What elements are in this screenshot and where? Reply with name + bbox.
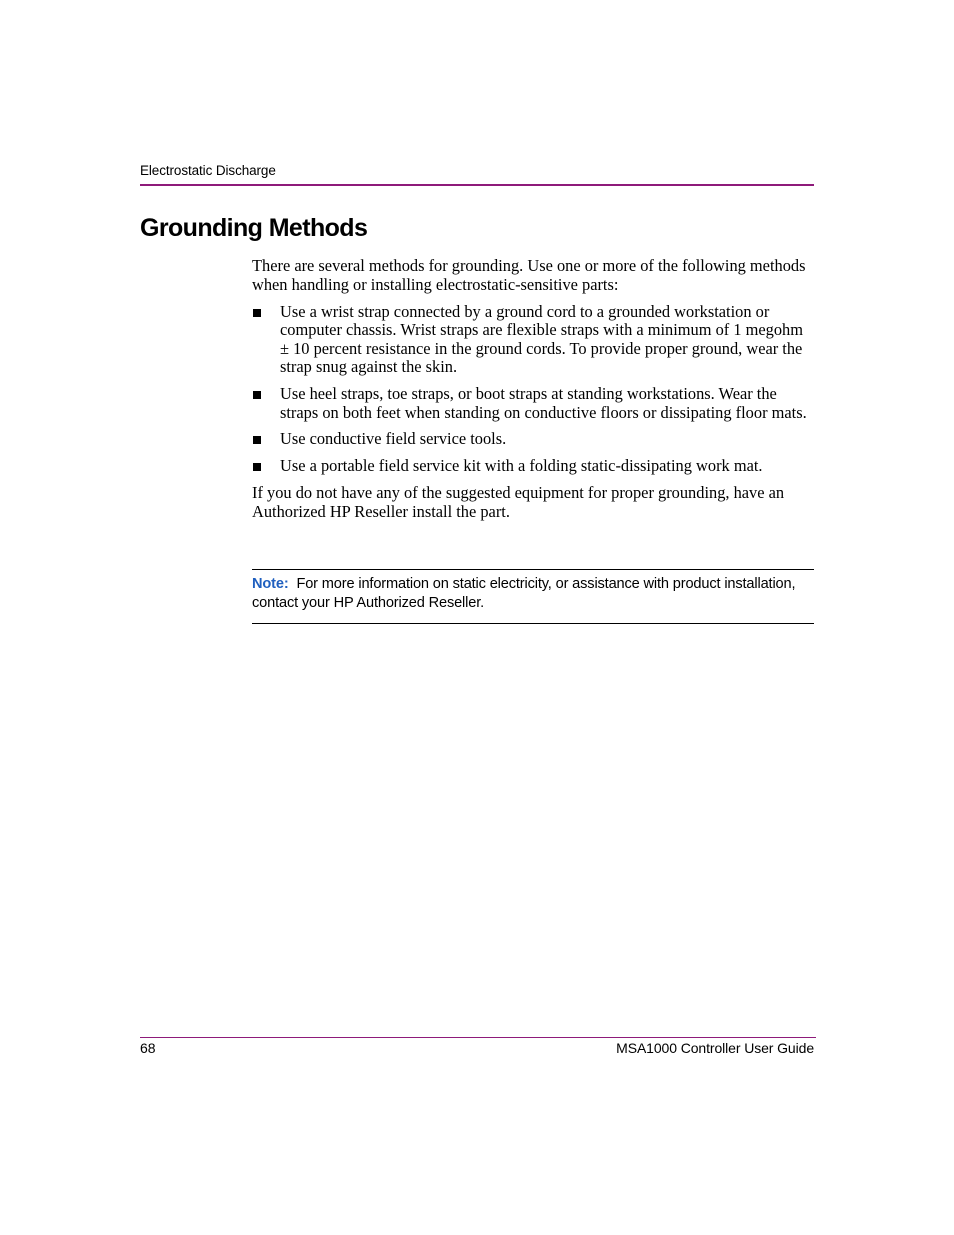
footer-document-title: MSA1000 Controller User Guide <box>616 1040 814 1056</box>
page-number: 68 <box>140 1040 156 1056</box>
page-title: Grounding Methods <box>140 214 368 242</box>
grounding-methods-list <box>252 303 814 476</box>
body-content <box>252 257 814 522</box>
square-bullet-icon <box>253 463 261 471</box>
note-text: For more information on static electricity, or assistance with product installation, contact your HP Authorized Reseller. <box>252 576 796 611</box>
list-item-text: Use conductive field service tools. <box>280 429 507 449</box>
header-rule <box>140 184 814 186</box>
footer-rule <box>140 1037 816 1038</box>
intro-paragraph: There are several methods for grounding. Use one or more of the following methods when handling or installing electrostatic-sensitive parts: <box>252 256 806 294</box>
list-item-text: Use heel straps, toe straps, or boot straps at standing workstations. Wear the straps on both feet when standing on conductive floors or dissipating floor mats. <box>280 384 807 422</box>
list-item-text: Use a portable field service kit with a folding static-dissipating work mat. <box>280 455 763 475</box>
square-bullet-icon <box>253 309 261 317</box>
note-label: Note: <box>252 576 289 592</box>
list-item-text: Use a wrist strap connected by a ground cord to a grounded workstation or computer chassis. Wrist straps are flexible straps with a minimum of 1 megohm ± 10 percent resistance in the ground cords. To provide proper ground, wear the strap snug against the skin. <box>280 301 803 377</box>
square-bullet-icon <box>253 391 261 399</box>
running-header: Electrostatic Discharge <box>140 163 276 178</box>
note-box <box>252 569 814 624</box>
closing-paragraph: If you do not have any of the suggested equipment for proper grounding, have an Authorized HP Reseller install the part. <box>252 483 785 522</box>
list-item <box>252 457 814 476</box>
square-bullet-icon <box>253 436 261 444</box>
list-item <box>252 385 814 422</box>
list-item <box>252 303 814 377</box>
list-item <box>252 430 814 449</box>
